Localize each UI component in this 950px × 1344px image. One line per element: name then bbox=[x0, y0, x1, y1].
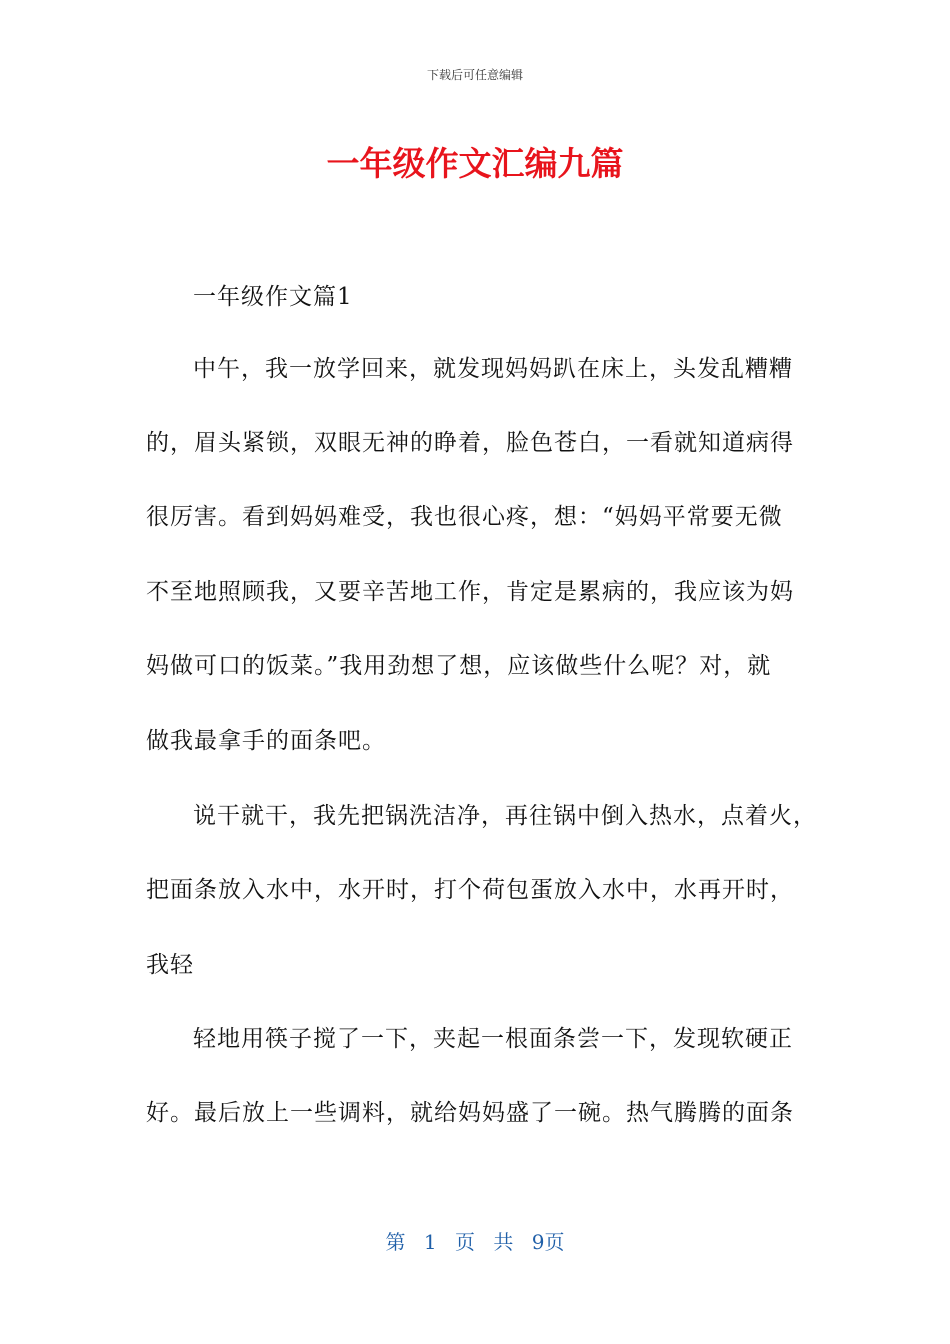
paragraph-line: 好。最后放上一些调料，就给妈妈盛了一碗。热气腾腾的面条 bbox=[146, 1100, 794, 1126]
header-note: 下载后可任意编辑 bbox=[426, 68, 523, 82]
section-heading: 一年级作文篇1 bbox=[193, 284, 353, 310]
paragraph-line: 轻地用筷子搅了一下，夹起一根面条尝一下，发现软硬正 bbox=[193, 1026, 793, 1052]
paragraph-line: 我轻 bbox=[146, 952, 194, 978]
footer-total-word: 共 bbox=[493, 1230, 514, 1254]
footer-prefix: 第 bbox=[385, 1230, 406, 1254]
footer-current-page: 1 bbox=[423, 1230, 437, 1254]
page-number-footer bbox=[0, 1226, 950, 1255]
paragraph-line: 妈做可口的饭菜。”我用劲想了想，应该做些什么呢？对，就 bbox=[146, 653, 772, 679]
paragraph-line: 中午，我一放学回来，就发现妈妈趴在床上，头发乱糟糟 bbox=[193, 356, 793, 382]
paragraph-line: 不至地照顾我，又要辛苦地工作，肯定是累病的，我应该为妈 bbox=[146, 579, 794, 605]
paragraph-line: 做我最拿手的面条吧。 bbox=[146, 728, 386, 754]
document-title: 一年级作文汇编九篇 bbox=[326, 144, 624, 183]
footer-page-word: 页 bbox=[455, 1230, 475, 1254]
paragraph-line: 说干就干，我先把锅洗洁净，再往锅中倒入热水，点着火， bbox=[193, 803, 817, 829]
paragraph-line: 很厉害。看到妈妈难受，我也很心疼，想：“妈妈平常要无微 bbox=[146, 504, 783, 530]
footer-total-pages: 9页 bbox=[531, 1230, 565, 1254]
paragraph-line: 把面条放入水中，水开时，打个荷包蛋放入水中，水再开时， bbox=[146, 877, 794, 903]
paragraph-line: 的，眉头紧锁，双眼无神的睁着，脸色苍白，一看就知道病得 bbox=[146, 430, 794, 456]
